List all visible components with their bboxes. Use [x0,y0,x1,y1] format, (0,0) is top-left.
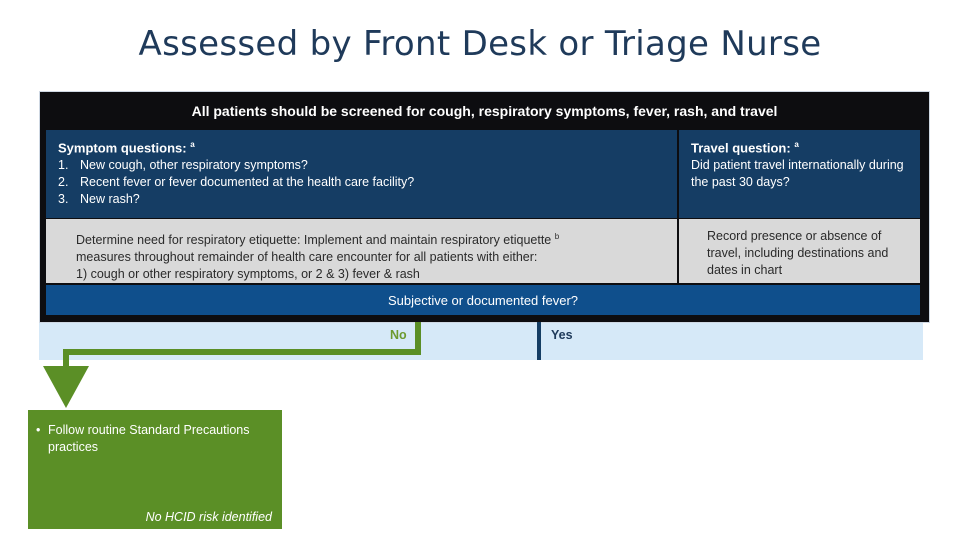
item-text: New cough, other respiratory symptoms? [80,158,308,173]
no-hcid-risk-note: No HCID risk identified [145,510,272,524]
precautions-text: Follow routine Standard Precautions practices [48,423,250,454]
list-item [58,174,677,191]
item-number: 1. [58,158,69,173]
fever-question-bar: Subjective or documented fever? [46,285,920,315]
etiquette-line-2: measures throughout remainder of health care encounter for all patients with either: [76,250,538,265]
record-travel-box [679,219,920,283]
list-item [58,191,677,208]
travel-title-text: Travel question: [691,140,791,156]
symptom-footnote-mark: a [190,140,195,149]
travel-question-text: Did patient travel internationally during the past 30 days? [691,158,904,190]
yes-branch-line [537,322,541,360]
etiquette-footnote-mark: b [554,232,560,241]
standard-precautions-box [28,410,282,529]
symptom-questions-title [58,140,677,155]
travel-question-title [691,140,920,155]
item-number: 3. [58,192,69,207]
list-item [58,157,677,174]
screening-flowchart [39,91,930,323]
branch-band [39,322,923,360]
item-text: Recent fever or fever documented at the health care facility? [80,175,415,190]
symptom-list [46,157,677,208]
down-arrow-icon [43,366,89,408]
respiratory-etiquette-text [76,228,667,283]
item-number: 2. [58,175,69,190]
respiratory-etiquette-box [46,219,677,283]
etiquette-line-3: 1) cough or other respiratory symptoms, or 2 & 3) fever & rash [76,267,420,282]
yes-branch-label: Yes [551,328,573,342]
record-travel-text: Record presence or absence of travel, including destinations and dates in chart [707,229,889,277]
travel-footnote-mark: a [794,140,799,149]
item-text: New rash? [80,192,140,207]
precautions-bullet-item [36,422,272,456]
travel-question-box [679,130,920,218]
etiquette-line-1: Determine need for respiratory etiquette: Implement and maintain respiratory etiquette [76,233,552,248]
symptom-title-text: Symptom questions: [58,140,187,156]
page-title: Assessed by Front Desk or Triage Nurse [138,24,822,64]
bullet-icon: • [36,423,41,437]
symptom-questions-box [46,130,677,218]
no-branch-label: No [390,328,407,342]
screening-header: All patients should be screened for cough, respiratory symptoms, fever, rash, and travel [191,103,778,119]
